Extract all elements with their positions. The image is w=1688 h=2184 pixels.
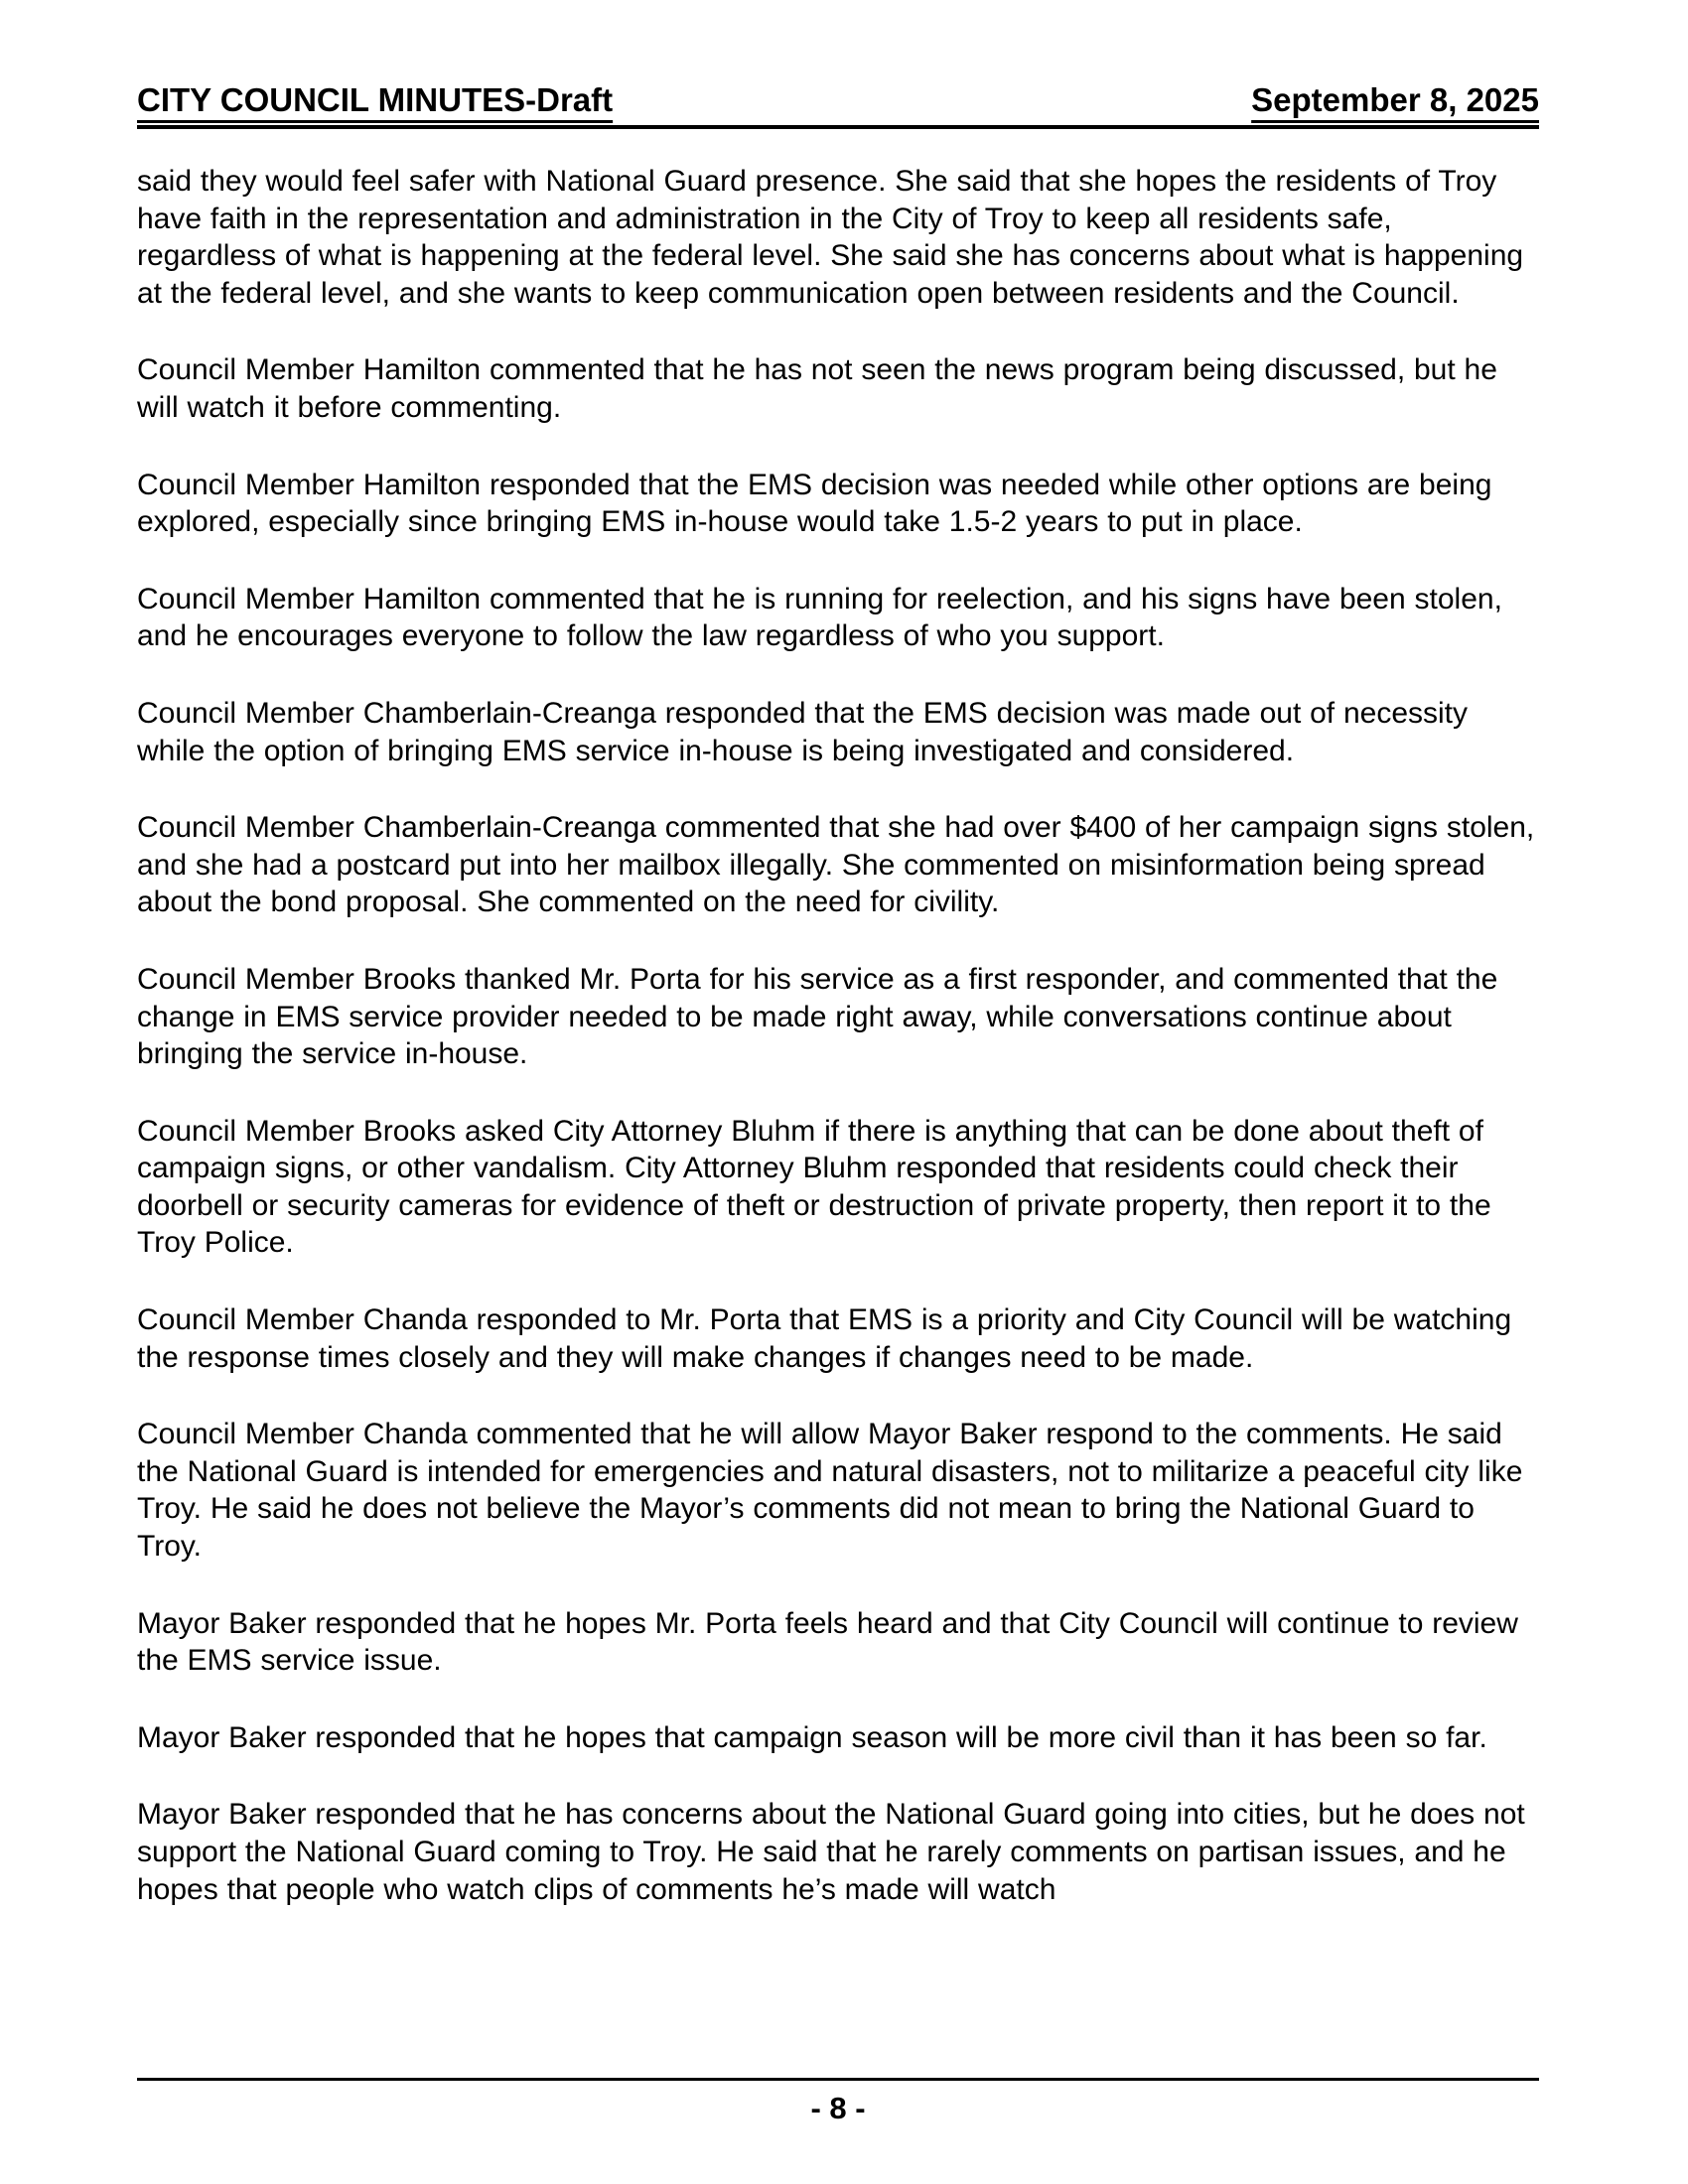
minutes-paragraph-13: Mayor Baker responded that he has concerns about the National Guard going into cities, but he does not support the National Guard coming to Troy. He said that he rarely comments on partisan issues, and he hopes that people who watch clips of comments he’s made will watch [137, 1798, 1525, 1906]
minutes-paragraph-7: Council Member Brooks thanked Mr. Porta for his service as a first responder, and commented that the change in EMS service provider needed to be made right away, while conversations continue about bringing the service in-house. [137, 962, 1498, 1071]
minutes-paragraph-1: said they would feel safer with National Guard presence. She said that she hopes the residents of Troy have faith in the representation and administration in the City of Troy to keep all residents safe, regardless of what is happening at the federal level. She said she has concerns about what is happening at the federal level, and she wants to keep communication open between residents and the Council. [137, 165, 1524, 310]
minutes-body [137, 163, 1539, 1908]
minutes-paragraph-9: Council Member Chanda responded to Mr. Porta that EMS is a priority and City Council will be watching the response times closely and they will make changes if changes need to be made. [137, 1303, 1512, 1374]
document-footer [137, 2078, 1539, 2126]
minutes-paragraph-11: Mayor Baker responded that he hopes Mr. Porta feels heard and that City Council will continue to review the EMS service issue. [137, 1606, 1518, 1678]
minutes-paragraph-8: Council Member Brooks asked City Attorney Bluhm if there is anything that can be done about theft of campaign signs, or other vandalism. City Attorney Bluhm responded that residents could check their doorbell or security cameras for evidence of theft or destruction of private property, then report it to the Troy Police. [137, 1114, 1491, 1260]
minutes-paragraph-10: Council Member Chanda commented that he will allow Mayor Baker respond to the comments. He said the National Guard is intended for emergencies and natural disasters, not to militarize a peaceful city like Troy. He said he does not believe the Mayor’s comments did not mean to bring the National Guard to Troy. [137, 1418, 1523, 1564]
document-title: CITY COUNCIL MINUTES-Draft [137, 81, 614, 118]
minutes-paragraph-4: Council Member Hamilton commented that he is running for reelection, and his signs have been stolen, and he encourages everyone to follow the law regardless of who you support. [137, 582, 1502, 653]
minutes-paragraph-2: Council Member Hamilton commented that he has not seen the news program being discussed, but he will watch it before commenting. [137, 353, 1497, 424]
document-header [137, 81, 1539, 129]
minutes-paragraph-5: Council Member Chamberlain-Creanga responded that the EMS decision was made out of necessity while the option of bringing EMS service in-house is being investigated and considered. [137, 696, 1469, 767]
minutes-paragraph-12: Mayor Baker responded that he hopes that campaign season will be more civil than it has been so far. [137, 1720, 1487, 1754]
document-date: September 8, 2025 [1251, 81, 1539, 118]
minutes-paragraph-3: Council Member Hamilton responded that the EMS decision was needed while other options are being explored, especially since bringing EMS in-house would take 1.5-2 years to put in place. [137, 468, 1492, 539]
minutes-paragraph-6: Council Member Chamberlain-Creanga commented that she had over $400 of her campaign signs stolen, and she had a postcard put into her mailbox illegally. She commented on misinformation being spread about the bond proposal. She commented on the need for civility. [137, 811, 1535, 919]
page-number: - 8 - [810, 2091, 866, 2125]
